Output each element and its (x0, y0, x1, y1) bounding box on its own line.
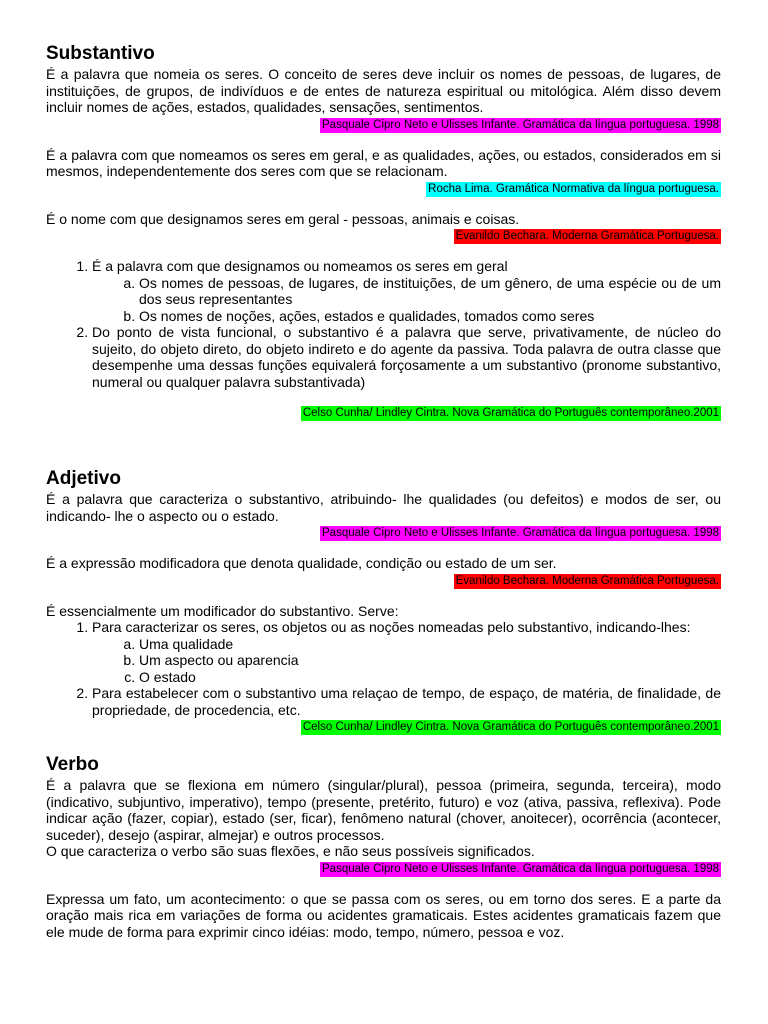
definition-paragraph: É a palavra com que nomeamos os seres em geral, e as qualidades, ações, ou estados, considerados em si mesmos, independentemente dos seres com que se relacionam. (46, 146, 721, 179)
section-title: Verbo (46, 754, 99, 775)
lettered-list (92, 636, 721, 686)
citation: Pasquale Cipro Neto e Ulisses Infante. Gramática da língua portuguesa. 1998 (322, 527, 719, 539)
citation: Rocha Lima. Gramática Normativa da língua portuguesa. (428, 182, 719, 195)
section-adjetivo (46, 467, 721, 735)
definition-paragraph: É essencialmente um modificador do substantivo. Serve: (46, 602, 399, 619)
list-item: 2. Para estabelecer com o substantivo uma relaçao de tempo, de espaço, de matéria, de finalidade, de propriedade, de procedencia, etc. (92, 685, 721, 718)
list-item: 1. É a palavra com que designamos ou nomeamos os seres em geral a. Os nomes de pessoas, de lugares, de instituições, de um gênero, de uma espécie ou de um dos seus representantes b. Os nomes de noções, ações, estados e qualidades, tomados como seres (92, 258, 721, 324)
citation: Celso Cunha/ Lindley Cintra. Nova Gramática do Português contemporâneo.2001 (302, 407, 719, 419)
definition-paragraph: Expressa um fato, um acontecimento: o que se passa com os seres, ou em torno dos seres. E a parte da oração mais rica em variações de forma ou acidentes gramaticais. Estes acidentes gramaticais fazem que ele mude de forma para exprimir cinco idéias: modo, tempo, número, pessoa e voz. (46, 890, 721, 940)
section-substantivo (46, 42, 721, 421)
numbered-list (46, 258, 721, 390)
document-page (46, 42, 721, 940)
definition-paragraph: É a expressão modificadora que denota qualidade, condição ou estado de um ser. (46, 555, 557, 571)
list-item: c. O estado (139, 669, 721, 686)
numbered-list (46, 619, 721, 718)
list-item: b. Os nomes de noções, ações, estados e qualidades, tomados como seres (139, 308, 721, 325)
definition-paragraph: É a palavra que se flexiona em número (singular/plural), pessoa (primeira, segunda, terceira), modo (indicativo, subjuntivo, imperativo), tempo (presente, pretérito, futuro) e voz (ativa, passiva, reflexiva). Pode indicar ação (fazer, copiar), estado (ser, ficar), fenômeno natural (chover, anoitecer), ocorrência (acontecer, suceder), desejo (aspirar, almejar) e outros processos. (46, 777, 721, 843)
list-item: b. Um aspecto ou aparencia (139, 652, 721, 669)
definition-paragraph: É a palavra que caracteriza o substantivo, atribuindo- lhe qualidades (ou defeitos) e modos de ser, ou indicando- lhe o aspecto ou o estado. (46, 491, 721, 524)
section-verbo (46, 753, 721, 940)
citation: Evanildo Bechara. Moderna Gramática Portuguesa. (455, 574, 719, 587)
citation: Evanildo Bechara. Moderna Gramática Portuguesa. (455, 230, 719, 242)
definition-paragraph: O que caracteriza o verbo são suas flexões, e não seus possíveis significados. (46, 843, 535, 859)
section-title: Adjetivo (46, 468, 121, 489)
list-item: a. Os nomes de pessoas, de lugares, de instituições, de um gênero, de uma espécie ou de um dos seus representantes (139, 275, 721, 308)
definition-paragraph: É o nome com que designamos seres em geral - pessoas, animais e coisas. (46, 210, 520, 227)
definition-paragraph: É a palavra que nomeia os seres. O conceito de seres deve incluir os nomes de pessoas, de lugares, de instituições, de grupos, de indivíduos e de entes de natureza espiritual ou mitológica. Além disso devem incluir nomes de ações, estados, qualidades, sensações, sentimentos. (46, 66, 721, 115)
list-item: 2. Do ponto de vista funcional, o substantivo é a palavra que serve, privativamente, de núcleo do sujeito, do objeto direto, do objeto indireto e do agente da passiva. Toda palavra de outra classe que desempenhe uma dessas funções equivalerá forçosamente a um substantivo (pronome substantivo, numeral ou qualquer palavra substantivada) (92, 324, 721, 390)
citation: Pasquale Cipro Neto e Ulisses Infante. Gramática da língua portuguesa. 1998 (322, 862, 719, 875)
citation: Celso Cunha/ Lindley Cintra. Nova Gramática do Português contemporâneo.2001 (302, 721, 719, 733)
list-item: a. Uma qualidade (139, 636, 721, 653)
lettered-list (92, 275, 721, 325)
citation: Pasquale Cipro Neto e Ulisses Infante. Gramática da língua portuguesa. 1998 (322, 118, 719, 131)
list-item: 1. Para caracterizar os seres, os objetos ou as noções nomeadas pelo substantivo, indicando-lhes: a. Uma qualidade b. Um aspecto ou aparencia c. O estado (92, 619, 721, 685)
section-title: Substantivo (46, 43, 155, 64)
